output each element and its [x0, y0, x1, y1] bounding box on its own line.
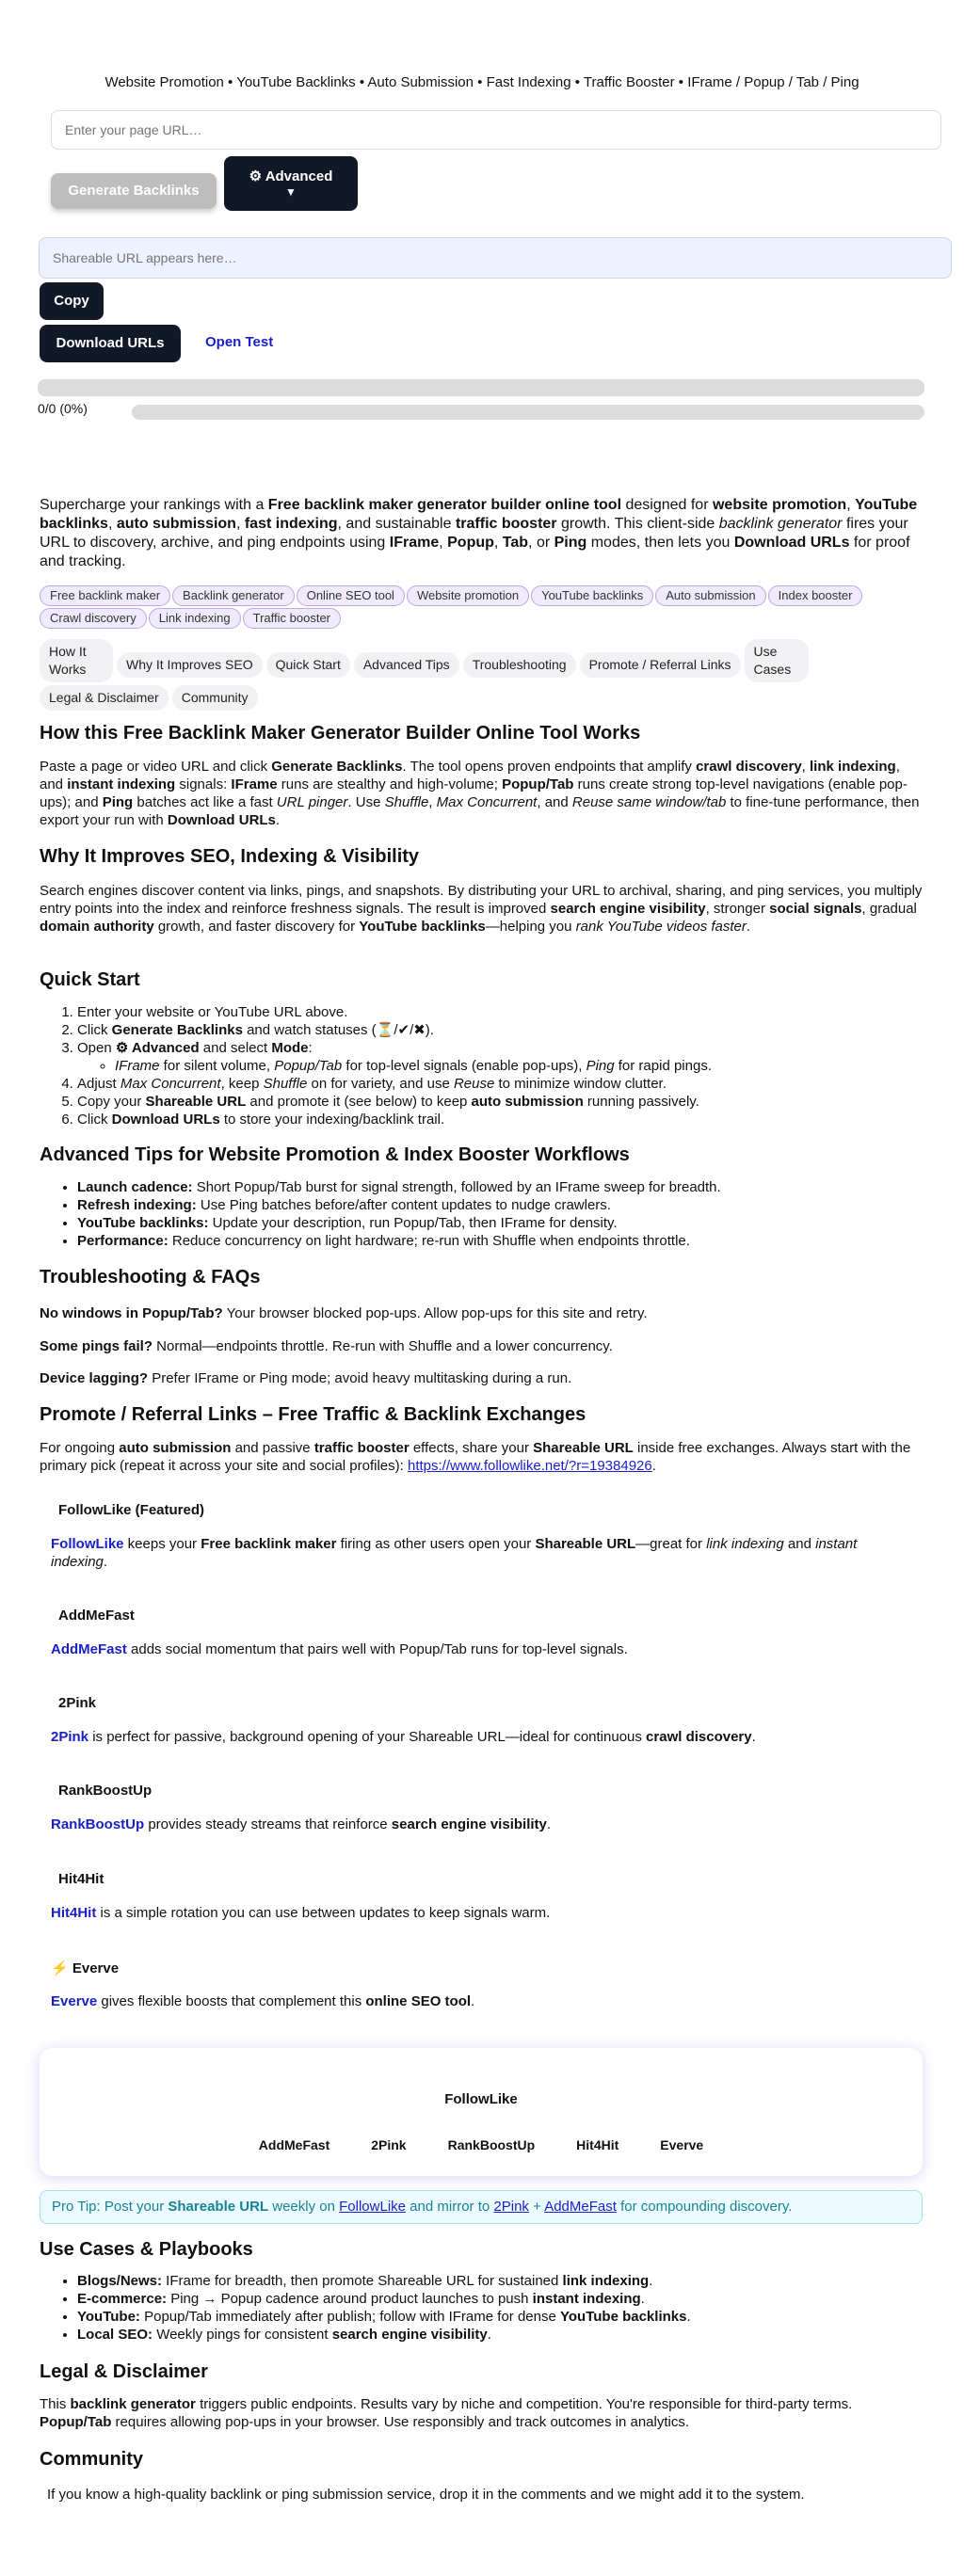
- referral-card-title: ⚡ Everve: [51, 1960, 120, 1976]
- community-paragraph: If you know a high-quality backlink or ping submission service, drop it in the comments and we might add it to the system.: [47, 2487, 805, 2503]
- list-item: • YouTube backlinks: Update your description, run Popup/Tab, then IFrame for density.: [77, 1214, 943, 1232]
- followlike-referral-link[interactable]: https://www.followlike.net/?r=19384926: [407, 1458, 652, 1474]
- referral-card-text: Everve gives flexible boosts that complement this online SEO tool.: [51, 1993, 475, 2009]
- keyword-pill: Online SEO tool: [297, 585, 405, 606]
- faq-item: No windows in Popup/Tab? Your browser blocked pop-ups. Allow pop-ups for this site and retry.: [40, 1305, 648, 1321]
- quick-start-list: [40, 1003, 943, 1128]
- referral-card-text: Hit4Hit is a simple rotation you can use between updates to keep signals warm.: [51, 1905, 551, 1921]
- url-input[interactable]: [51, 110, 941, 150]
- list-item: 3. Open ⚙ Advanced and select Mode: ◦ IFrame for silent volume, Popup/Tab for top-level signals (enable pop-ups), Ping for rapid pings.: [77, 1039, 943, 1075]
- shareable-url-input[interactable]: [39, 237, 952, 279]
- keyword-pill: Website promotion: [407, 585, 529, 606]
- referral-card-title: AddMeFast: [58, 1608, 135, 1624]
- use-cases-list: [40, 2272, 943, 2344]
- progress-bar-secondary: [132, 405, 924, 420]
- chevron-down-icon: ▼: [285, 184, 297, 199]
- 2pink-link[interactable]: 2Pink: [51, 1729, 89, 1745]
- gear-icon: ⚙: [249, 168, 263, 184]
- troubleshooting-heading: Troubleshooting & FAQs: [40, 1267, 261, 1288]
- addmefast-link[interactable]: AddMeFast: [51, 1641, 127, 1657]
- promote-heading: Promote / Referral Links – Free Traffic & Backlink Exchanges: [40, 1404, 586, 1425]
- progress-text: 0/0 (0%): [38, 401, 88, 416]
- list-item: • YouTube: Popup/Tab immediately after publish; follow with IFrame for dense YouTube backlinks.: [77, 2308, 943, 2326]
- 2pink-footer-link[interactable]: 2Pink: [371, 2137, 407, 2152]
- tab-advanced-tips[interactable]: Advanced Tips: [354, 652, 459, 678]
- community-heading: Community: [40, 2449, 143, 2470]
- how-it-works-heading: How this Free Backlink Maker Generator Builder Online Tool Works: [40, 723, 641, 744]
- list-item: 4. Adjust Max Concurrent, keep Shuffle on for variety, and use Reuse to minimize window clutter.: [77, 1075, 943, 1093]
- keyword-pill: Index booster: [768, 585, 863, 606]
- list-item: • Refresh indexing: Use Ping batches before/after content updates to nudge crawlers.: [77, 1196, 943, 1214]
- open-test-link[interactable]: Open Test: [205, 334, 274, 350]
- keyword-pill: Backlink generator: [172, 585, 295, 606]
- referral-card-text: 2Pink is perfect for passive, background opening of your Shareable URL—ideal for continuous crawl discovery.: [51, 1729, 756, 1745]
- advanced-tips-list: [40, 1178, 943, 1250]
- why-paragraph: Search engines discover content via links, pings, and snapshots. By distributing your URL to archival, sharing, and ping services, you multiply entry points into the index and reinforce freshness signals. The result is improved search engine visibility, stronger social signals, gradual domain authority growth, and faster discovery for YouTube backlinks—helping you rank YouTube videos faster.: [40, 883, 923, 935]
- list-item: • Launch cadence: Short Popup/Tab burst for signal strength, followed by an IFrame sweep for breadth.: [77, 1178, 943, 1196]
- tab-how-it-works[interactable]: How It Works: [40, 639, 113, 682]
- list-item: 1. Enter your website or YouTube URL above.: [77, 1003, 943, 1021]
- progress-bar: [38, 379, 924, 396]
- legal-heading: Legal & Disclaimer: [40, 2361, 208, 2382]
- addmefast-tip-link[interactable]: AddMeFast: [544, 2199, 617, 2215]
- list-item: 6. Click Download URLs to store your indexing/backlink trail.: [77, 1111, 943, 1128]
- everve-link[interactable]: Everve: [51, 1993, 98, 2009]
- keyword-pills: [40, 584, 868, 629]
- referral-card-title: RankBoostUp: [58, 1783, 153, 1799]
- list-item: • Performance: Reduce concurrency on light hardware; re-run with Shuffle when endpoints throttle.: [77, 1232, 943, 1250]
- referral-card-text: FollowLike keeps your Free backlink maker firing as other users open your Shareable URL—great for link indexing and instant indexing.: [51, 1536, 858, 1570]
- followlike-tip-link[interactable]: FollowLike: [339, 2199, 407, 2215]
- rankboostup-link[interactable]: RankBoostUp: [51, 1816, 145, 1832]
- how-it-works-paragraph: Paste a page or video URL and click Generate Backlinks. The tool opens proven endpoints that amplify crawl discovery, link indexing, and instant indexing signals: IFrame runs are stealthy and high-volume; Popup/Tab runs create strong top-level navigations (enable pop-ups); and Ping batches act like a fast URL pinger. Use Shuffle, Max Concurrent, and Reuse same window/tab to fine-tune performance, then export your run with Download URLs.: [40, 759, 920, 828]
- referral-card-title: Hit4Hit: [58, 1871, 104, 1887]
- keyword-pill: Crawl discovery: [40, 608, 147, 629]
- advanced-tips-heading: Advanced Tips for Website Promotion & Index Booster Workflows: [40, 1144, 630, 1165]
- hit4hit-footer-link[interactable]: Hit4Hit: [576, 2137, 619, 2152]
- followlike-footer-link[interactable]: FollowLike: [444, 2091, 518, 2107]
- tab-community[interactable]: Community: [172, 685, 258, 711]
- tab-quick-start[interactable]: Quick Start: [266, 652, 350, 678]
- use-cases-heading: Use Cases & Playbooks: [40, 2239, 253, 2260]
- referral-links-card: [40, 2048, 923, 2176]
- pro-tip: Pro Tip: Post your Shareable URL weekly on FollowLike and mirror to 2Pink + AddMeFast for compounding discovery.: [40, 2190, 923, 2224]
- faq-item: Some pings fail? Normal—endpoints throttle. Re-run with Shuffle and a lower concurrency.: [40, 1338, 613, 1354]
- list-item: • E-commerce: Ping → Popup cadence around product launches to push instant indexing.: [77, 2290, 943, 2308]
- list-item: ◦ IFrame for silent volume, Popup/Tab for top-level signals (enable pop-ups), Ping for rapid pings.: [115, 1057, 943, 1075]
- tagline: Website Promotion • YouTube Backlinks • Auto Submission • Fast Indexing • Traffic Booster • IFrame / Popup / Tab / Ping: [104, 74, 860, 90]
- download-urls-button[interactable]: Download URLs: [40, 325, 181, 362]
- generate-backlinks-button[interactable]: Generate Backlinks: [51, 173, 217, 209]
- referral-card-title: 2Pink: [58, 1695, 97, 1711]
- footer-link-row: [40, 2136, 923, 2154]
- referral-card-text: RankBoostUp provides steady streams that reinforce search engine visibility.: [51, 1816, 552, 1832]
- tab-troubleshooting[interactable]: Troubleshooting: [463, 652, 576, 678]
- copy-button[interactable]: Copy: [40, 282, 104, 320]
- promote-paragraph: For ongoing auto submission and passive traffic booster effects, share your Shareable URL inside free exchanges. Always start with the primary pick (repeat it across your site and social profiles): https://www.followlike.net/?r=19384926.: [40, 1440, 911, 1474]
- tab-legal-disclaimer[interactable]: Legal & Disclaimer: [40, 685, 169, 711]
- list-item: • Blogs/News: IFrame for breadth, then promote Shareable URL for sustained link indexing.: [77, 2272, 943, 2290]
- keyword-pill: YouTube backlinks: [531, 585, 653, 606]
- keyword-pill: Link indexing: [149, 608, 241, 629]
- advanced-label: Advanced: [265, 168, 333, 184]
- keyword-pill: Auto submission: [655, 585, 765, 606]
- referral-card-text: AddMeFast adds social momentum that pairs well with Popup/Tab runs for top-level signals.: [51, 1641, 628, 1657]
- tab-why-it-improves-seo[interactable]: Why It Improves SEO: [117, 652, 263, 678]
- list-item: 2. Click Generate Backlinks and watch statuses (⏳/✔/✖).: [77, 1021, 943, 1039]
- list-item: 5. Copy your Shareable URL and promote it (see below) to keep auto submission running passively.: [77, 1093, 943, 1111]
- keyword-pill: Traffic booster: [243, 608, 341, 629]
- faq-item: Device lagging? Prefer IFrame or Ping mode; avoid heavy multitasking during a run.: [40, 1370, 572, 1386]
- referral-card-title: FollowLike (Featured): [58, 1502, 205, 1518]
- list-item: • Local SEO: Weekly pings for consistent search engine visibility.: [77, 2326, 943, 2344]
- advanced-button[interactable]: [224, 156, 358, 211]
- 2pink-tip-link[interactable]: 2Pink: [493, 2199, 529, 2215]
- intro-paragraph: Supercharge your rankings with a Free backlink maker generator builder online tool designed for website promotion, YouTube backlinks, auto submission, fast indexing, and sustainable traffic booster growth. This client-side backlink generator fires your URL to discovery, archive, and ping endpoints using IFrame, Popup, Tab, or Ping modes, then lets you Download URLs for proof and tracking.: [40, 497, 918, 569]
- legal-paragraph: This backlink generator triggers public endpoints. Results vary by niche and competition. You're responsible for third-party terms. Popup/Tab requires allowing pop-ups in your browser. Use responsibly and track outcomes in analytics.: [40, 2396, 853, 2430]
- followlike-link[interactable]: FollowLike: [51, 1536, 124, 1552]
- addmefast-footer-link[interactable]: AddMeFast: [258, 2137, 330, 2152]
- why-heading: Why It Improves SEO, Indexing & Visibility: [40, 846, 420, 867]
- quick-start-heading: Quick Start: [40, 969, 140, 990]
- tab-use-cases[interactable]: Use Cases: [745, 639, 809, 682]
- section-tabs: [40, 636, 906, 713]
- tab-promote-referral-links[interactable]: Promote / Referral Links: [580, 652, 741, 678]
- hit4hit-link[interactable]: Hit4Hit: [51, 1905, 97, 1921]
- everve-footer-link[interactable]: Everve: [660, 2137, 704, 2152]
- keyword-pill: Free backlink maker: [40, 585, 170, 606]
- rankboostup-footer-link[interactable]: RankBoostUp: [447, 2137, 536, 2152]
